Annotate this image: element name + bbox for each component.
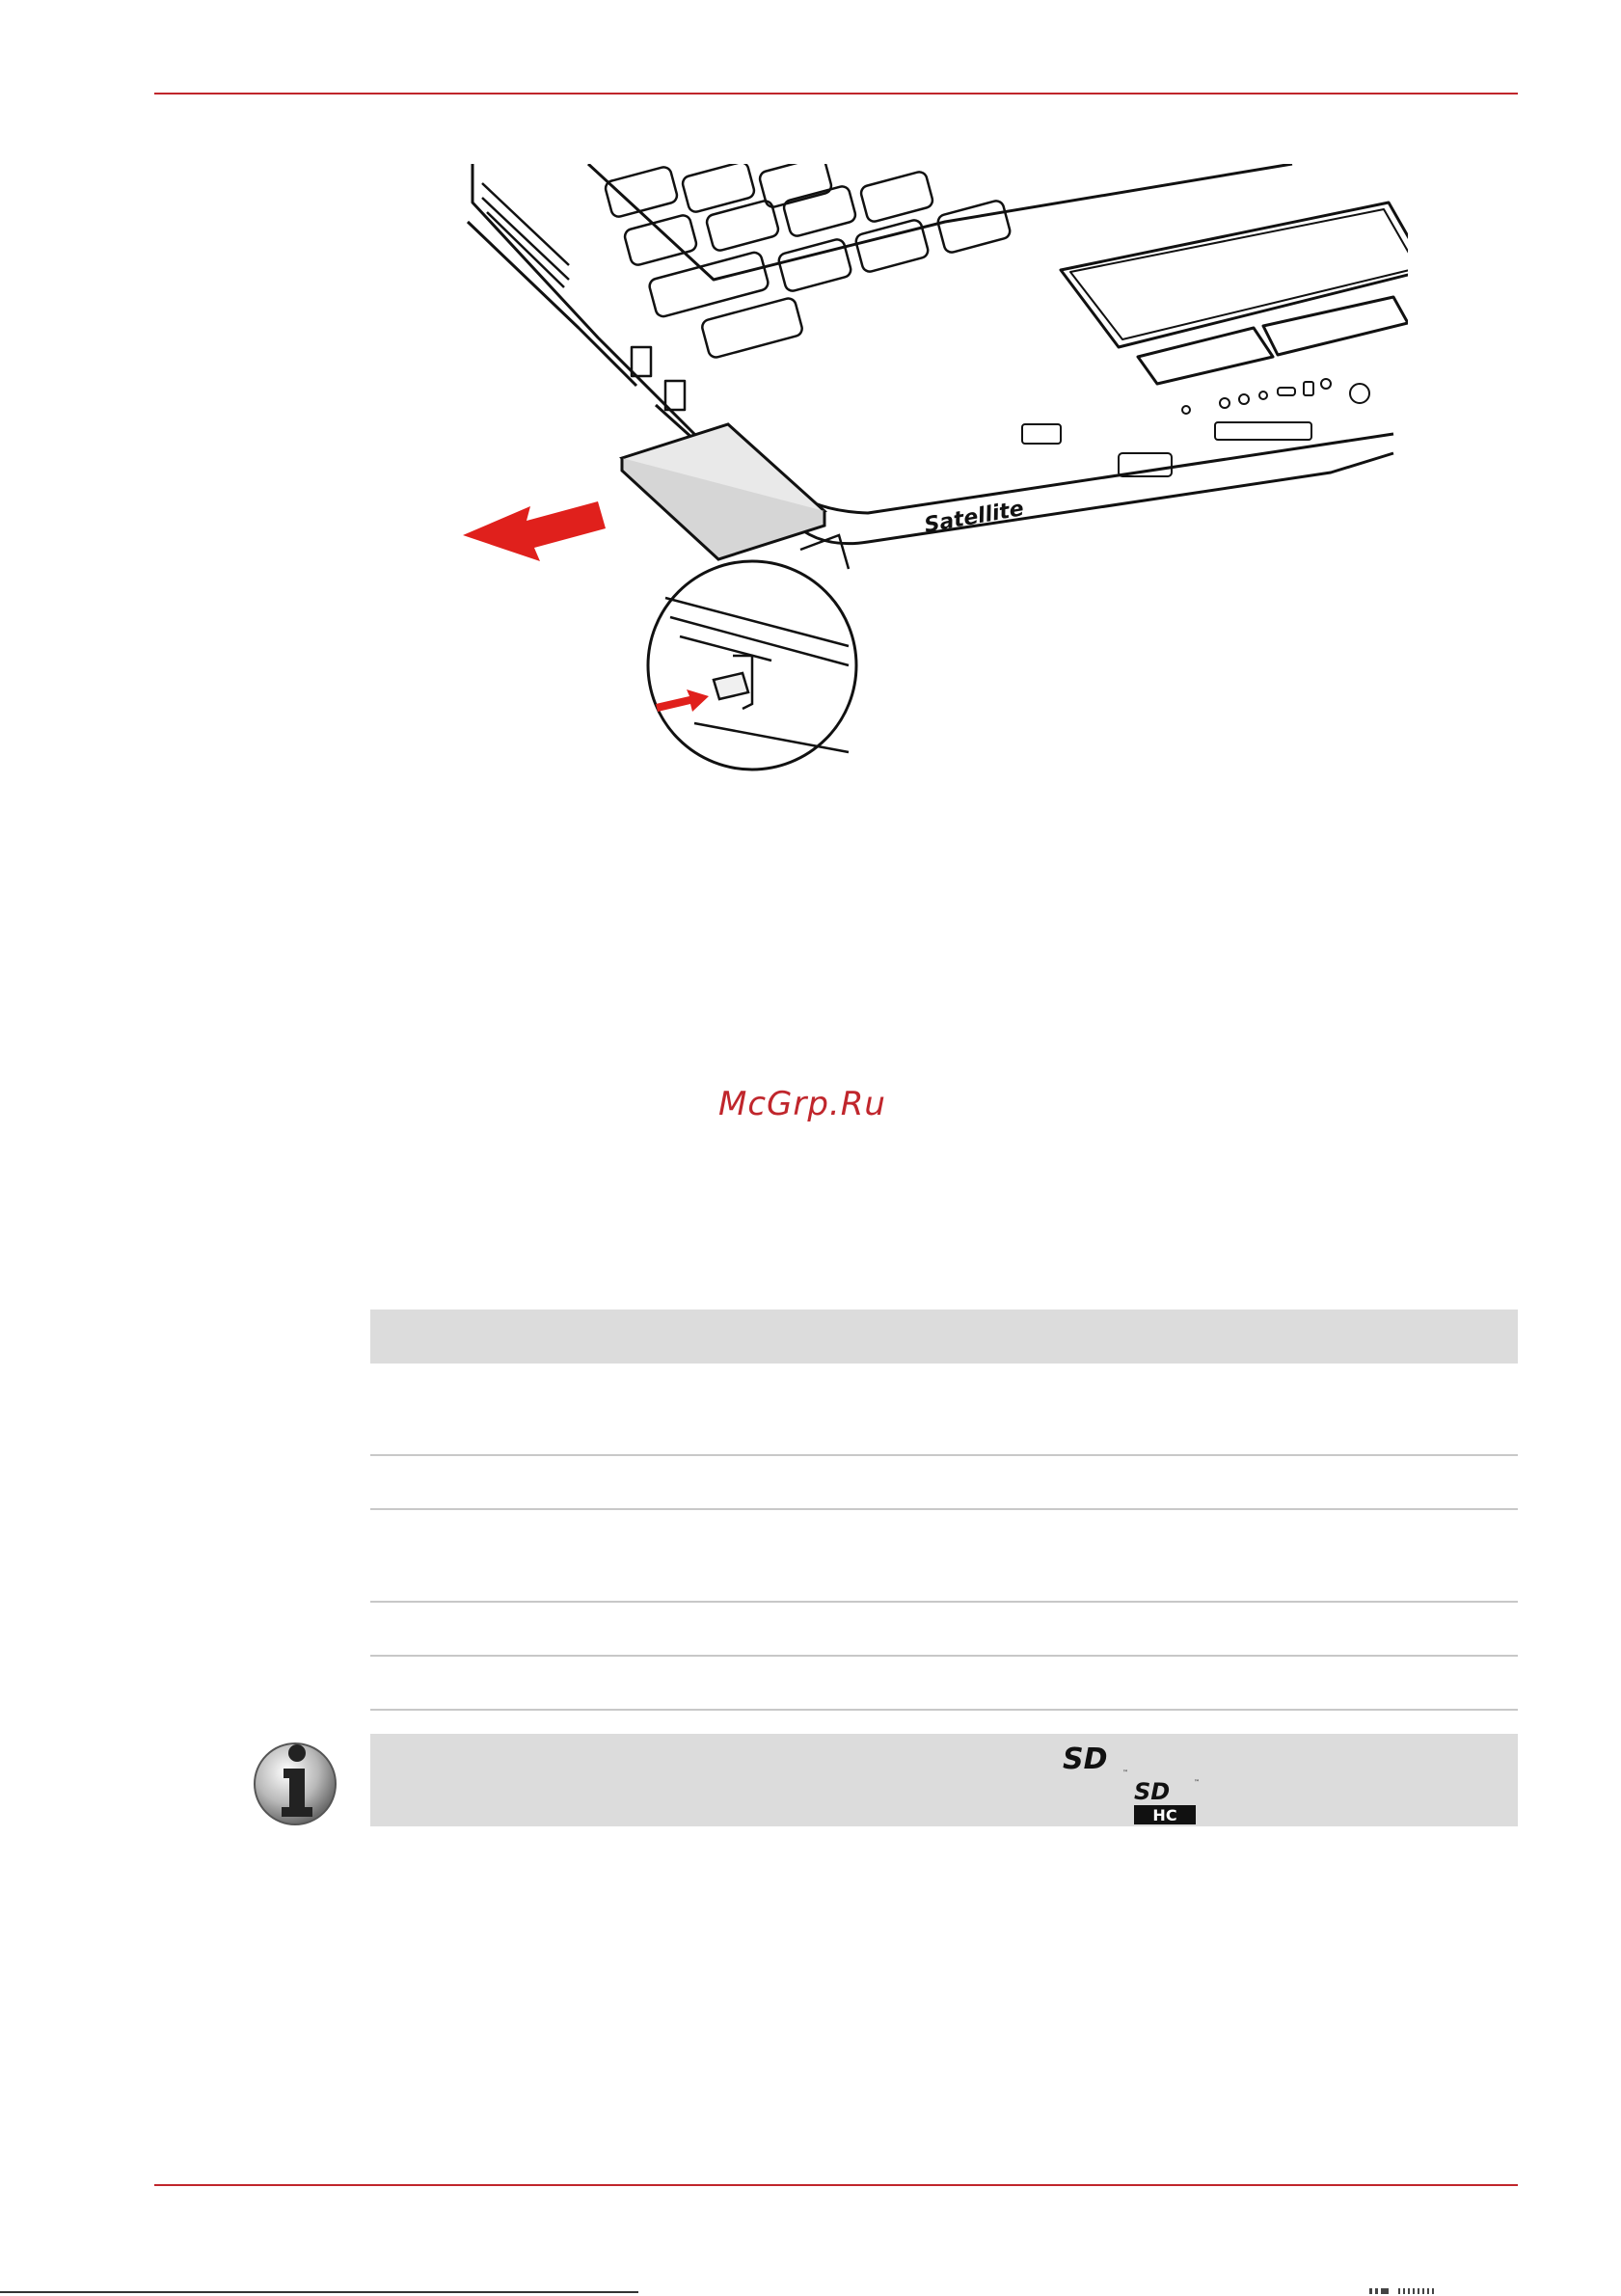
brand-label: Satellite — [922, 497, 1026, 538]
table-row — [370, 1603, 1518, 1657]
footer-mark — [1369, 2287, 1456, 2295]
table-row — [370, 1510, 1518, 1603]
laptop-sd-card-illustration — [463, 164, 1408, 781]
svg-text:SD: SD — [1063, 1742, 1108, 1776]
table-row — [370, 1657, 1518, 1711]
svg-text:HC: HC — [1152, 1806, 1177, 1824]
sd-logo — [1061, 1740, 1138, 1778]
spec-table — [370, 1310, 1518, 1711]
svg-text:™: ™ — [1194, 1779, 1200, 1786]
footer-rule — [154, 2184, 1518, 2186]
header-rule — [154, 93, 1518, 95]
table-row — [370, 1364, 1518, 1456]
table-row — [370, 1456, 1518, 1510]
svg-text:SD: SD — [1134, 1778, 1171, 1805]
watermark-text: McGrp.Ru — [718, 1085, 886, 1123]
note-box — [370, 1734, 1518, 1826]
sdhc-logo — [1128, 1776, 1205, 1826]
table-header — [370, 1310, 1518, 1364]
svg-text:™: ™ — [1122, 1769, 1128, 1776]
footer-divider — [0, 2291, 638, 2293]
info-icon — [249, 1736, 341, 1828]
